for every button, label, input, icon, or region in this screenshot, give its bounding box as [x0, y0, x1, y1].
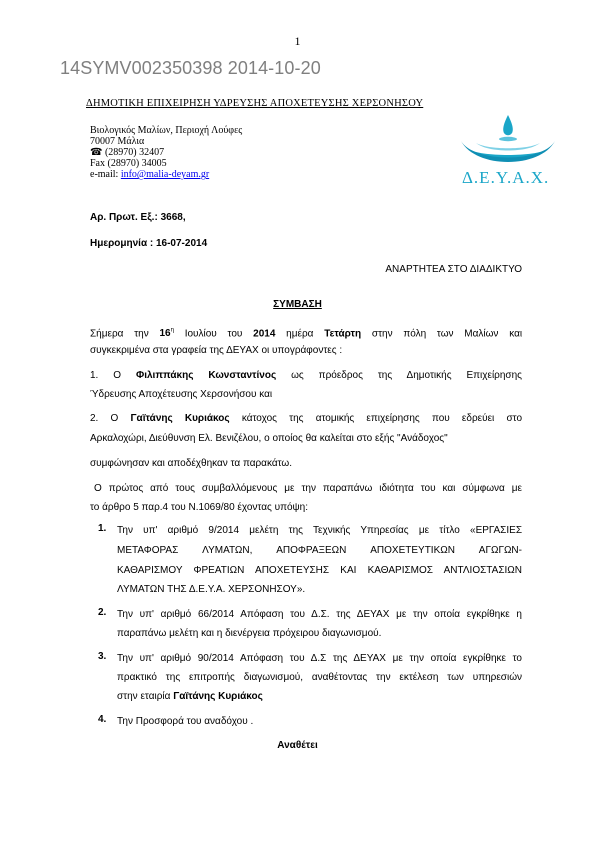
- intro-day: $16^\eta$: [159, 328, 174, 340]
- item-3-line-3: [117, 687, 263, 707]
- document-date: Ημερομηνία : 16-07-2014: [90, 238, 208, 249]
- intro-word: την: [134, 328, 149, 340]
- phone-icon: ☎: [90, 147, 103, 158]
- water-drop-logo-icon: [458, 113, 558, 169]
- item-1-line: ΚΑΘΑΡΙΣΜΟΥ ΦΡΕΑΤΙΩΝ ΑΠΟΧΕΤΕΥΣΗΣ ΚΑΙ ΚΑΘΑΡΙΣΜΟΣ ΑΝΤΛΙΟΣΤΑΣΙΩΝ: [117, 565, 522, 576]
- party-2-line-1: [90, 409, 522, 429]
- protocol-number: Αρ. Πρωτ. Εξ.: 3668,: [90, 212, 186, 223]
- phone-line: [90, 148, 164, 159]
- contract-title: [0, 299, 595, 310]
- party-1-prefix: 1. Ο: [90, 370, 122, 381]
- intro-weekday: Τετάρτη: [324, 328, 362, 340]
- party-1-line-2: Ύδρευσης Αποχέτευσης Χερσονήσου και: [90, 389, 273, 400]
- party-1-role: ως πρόεδρος της Δημοτικής Επιχείρησης: [291, 370, 522, 381]
- item-1-line: ΛΥΜΑΤΩΝ ΤΗΣ Δ.Ε.Υ.Α. ΧΕΡΣΟΝΗΣΟΥ».: [117, 584, 306, 595]
- item-3-text: στην εταιρία: [117, 691, 174, 702]
- agreement-line: συμφώνησαν και αποδέχθηκαν τα παρακάτω.: [90, 458, 293, 469]
- party-1-line-1: [90, 366, 522, 386]
- item-3-contractor-name: Γαϊτάνης Κυριάκος: [173, 691, 263, 702]
- party-2-prefix: 2. Ο: [90, 413, 119, 424]
- fax-line: Fax (28970) 34005: [90, 158, 167, 169]
- intro-word: Σήμερα: [90, 328, 124, 340]
- item-2-number: 2.: [98, 607, 107, 618]
- intro-word: Ιουλίου: [184, 328, 217, 340]
- party-2-name: Γαϊτάνης Κυριάκος: [130, 413, 230, 424]
- party-2-role: κάτοχος της ατομικής επιχείρησης που εδρεύει στο: [241, 413, 523, 424]
- address-line-2: 70007 Μάλια: [90, 136, 145, 147]
- party-2-line-2: Αρκαλοχώρι, Διεύθυνση Ελ. Βενιζέλου, ο οποίος θα καλείται στο εξής "Ανάδοχος": [90, 433, 448, 444]
- item-4-line: Την Προσφορά του αναδόχου .: [117, 716, 254, 727]
- email-label: e-mail:: [90, 169, 121, 180]
- logo-text: Δ.Ε.Υ.Α.Χ.: [462, 168, 550, 187]
- document-id: 14SYMV002350398 2014-10-20: [60, 58, 321, 78]
- item-3-line: Την υπ' αριθμό 90/2014 Απόφαση του Δ.Σ της ΔΕΥΑΧ με την οποία εγκρίθηκε το: [117, 653, 522, 664]
- item-1-line: Την υπ' αριθμό 9/2014 μελέτη της Τεχνικής Υπηρεσίας με τίτλο «ΕΡΓΑΣΙΕΣ: [117, 525, 522, 536]
- intro-year: 2014: [253, 328, 276, 340]
- preamble-line-2: το άρθρο 5 παρ.4 του Ν.1069/80 έχοντας υπόψη:: [90, 502, 309, 513]
- item-1-line: ΜΕΤΑΦΟΡΑΣ ΛΥΜΑΤΩΝ, ΑΠΟΦΡΑΞΕΩΝ ΑΠΟΧΕΤΕΥΤΙΚΩΝ ΑΓΩΓΩΝ-: [117, 545, 522, 556]
- intro-word: του: [227, 328, 243, 340]
- email-link[interactable]: info@malia-deyam.gr: [120, 169, 210, 180]
- organization-name: ΔΗΜΟΤΙΚΗ ΕΠΙΧΕΙΡΗΣΗ ΥΔΡΕΥΣΗΣ ΑΠΟΧΕΤΕΥΣΗΣ ΧΕΡΣΟΝΗΣΟΥ: [86, 98, 424, 109]
- party-1-name: Φιλιππάκης Κωνσταντίνος: [136, 370, 277, 381]
- intro-line-2: συγκεκριμένα στα γραφεία της ΔΕΥΑΧ οι υπογράφοντες :: [90, 345, 343, 356]
- item-2-line: Την υπ' αριθμό 66/2014 Απόφαση του Δ.Σ. της ΔΕΥΑΧ με την οποία εγκρίθηκε η: [117, 609, 522, 620]
- item-1-number: 1.: [98, 523, 107, 534]
- closing-heading: Αναθέτει: [277, 740, 318, 751]
- item-3-line: πρακτικό της επιτροπής διαγωνισμού, αναθέτοντας την εκτέλεση των υπηρεσιών: [117, 672, 522, 683]
- email-line: [90, 170, 209, 181]
- item-3-number: 3.: [98, 651, 107, 662]
- item-4-number: 4.: [98, 714, 107, 725]
- phone-number: (28970) 32407: [104, 147, 165, 158]
- intro-word: στην πόλη των Μαλίων και: [371, 328, 523, 340]
- address-line-1: Βιολογικός Μαλίων, Περιοχή Λούφες: [90, 125, 243, 136]
- item-2-line: παραπάνω μελέτη και η διενέργεια πρόχειρου διαγωνισμού.: [117, 628, 382, 639]
- post-online-notice: ΑΝΑΡΤΗΤΕΑ ΣΤΟ ΔΙΑΔΙΚΤΥΟ: [385, 264, 522, 275]
- page-number: 1: [294, 34, 301, 48]
- intro-word: ημέρα: [286, 328, 314, 340]
- contract-title-text: ΣΥΜΒΑΣΗ: [273, 299, 322, 310]
- preamble-line-1: Ο πρώτος από τους συμβαλλόμενους με την παραπάνω ιδιότητα του και σύμφωνα με: [94, 483, 522, 494]
